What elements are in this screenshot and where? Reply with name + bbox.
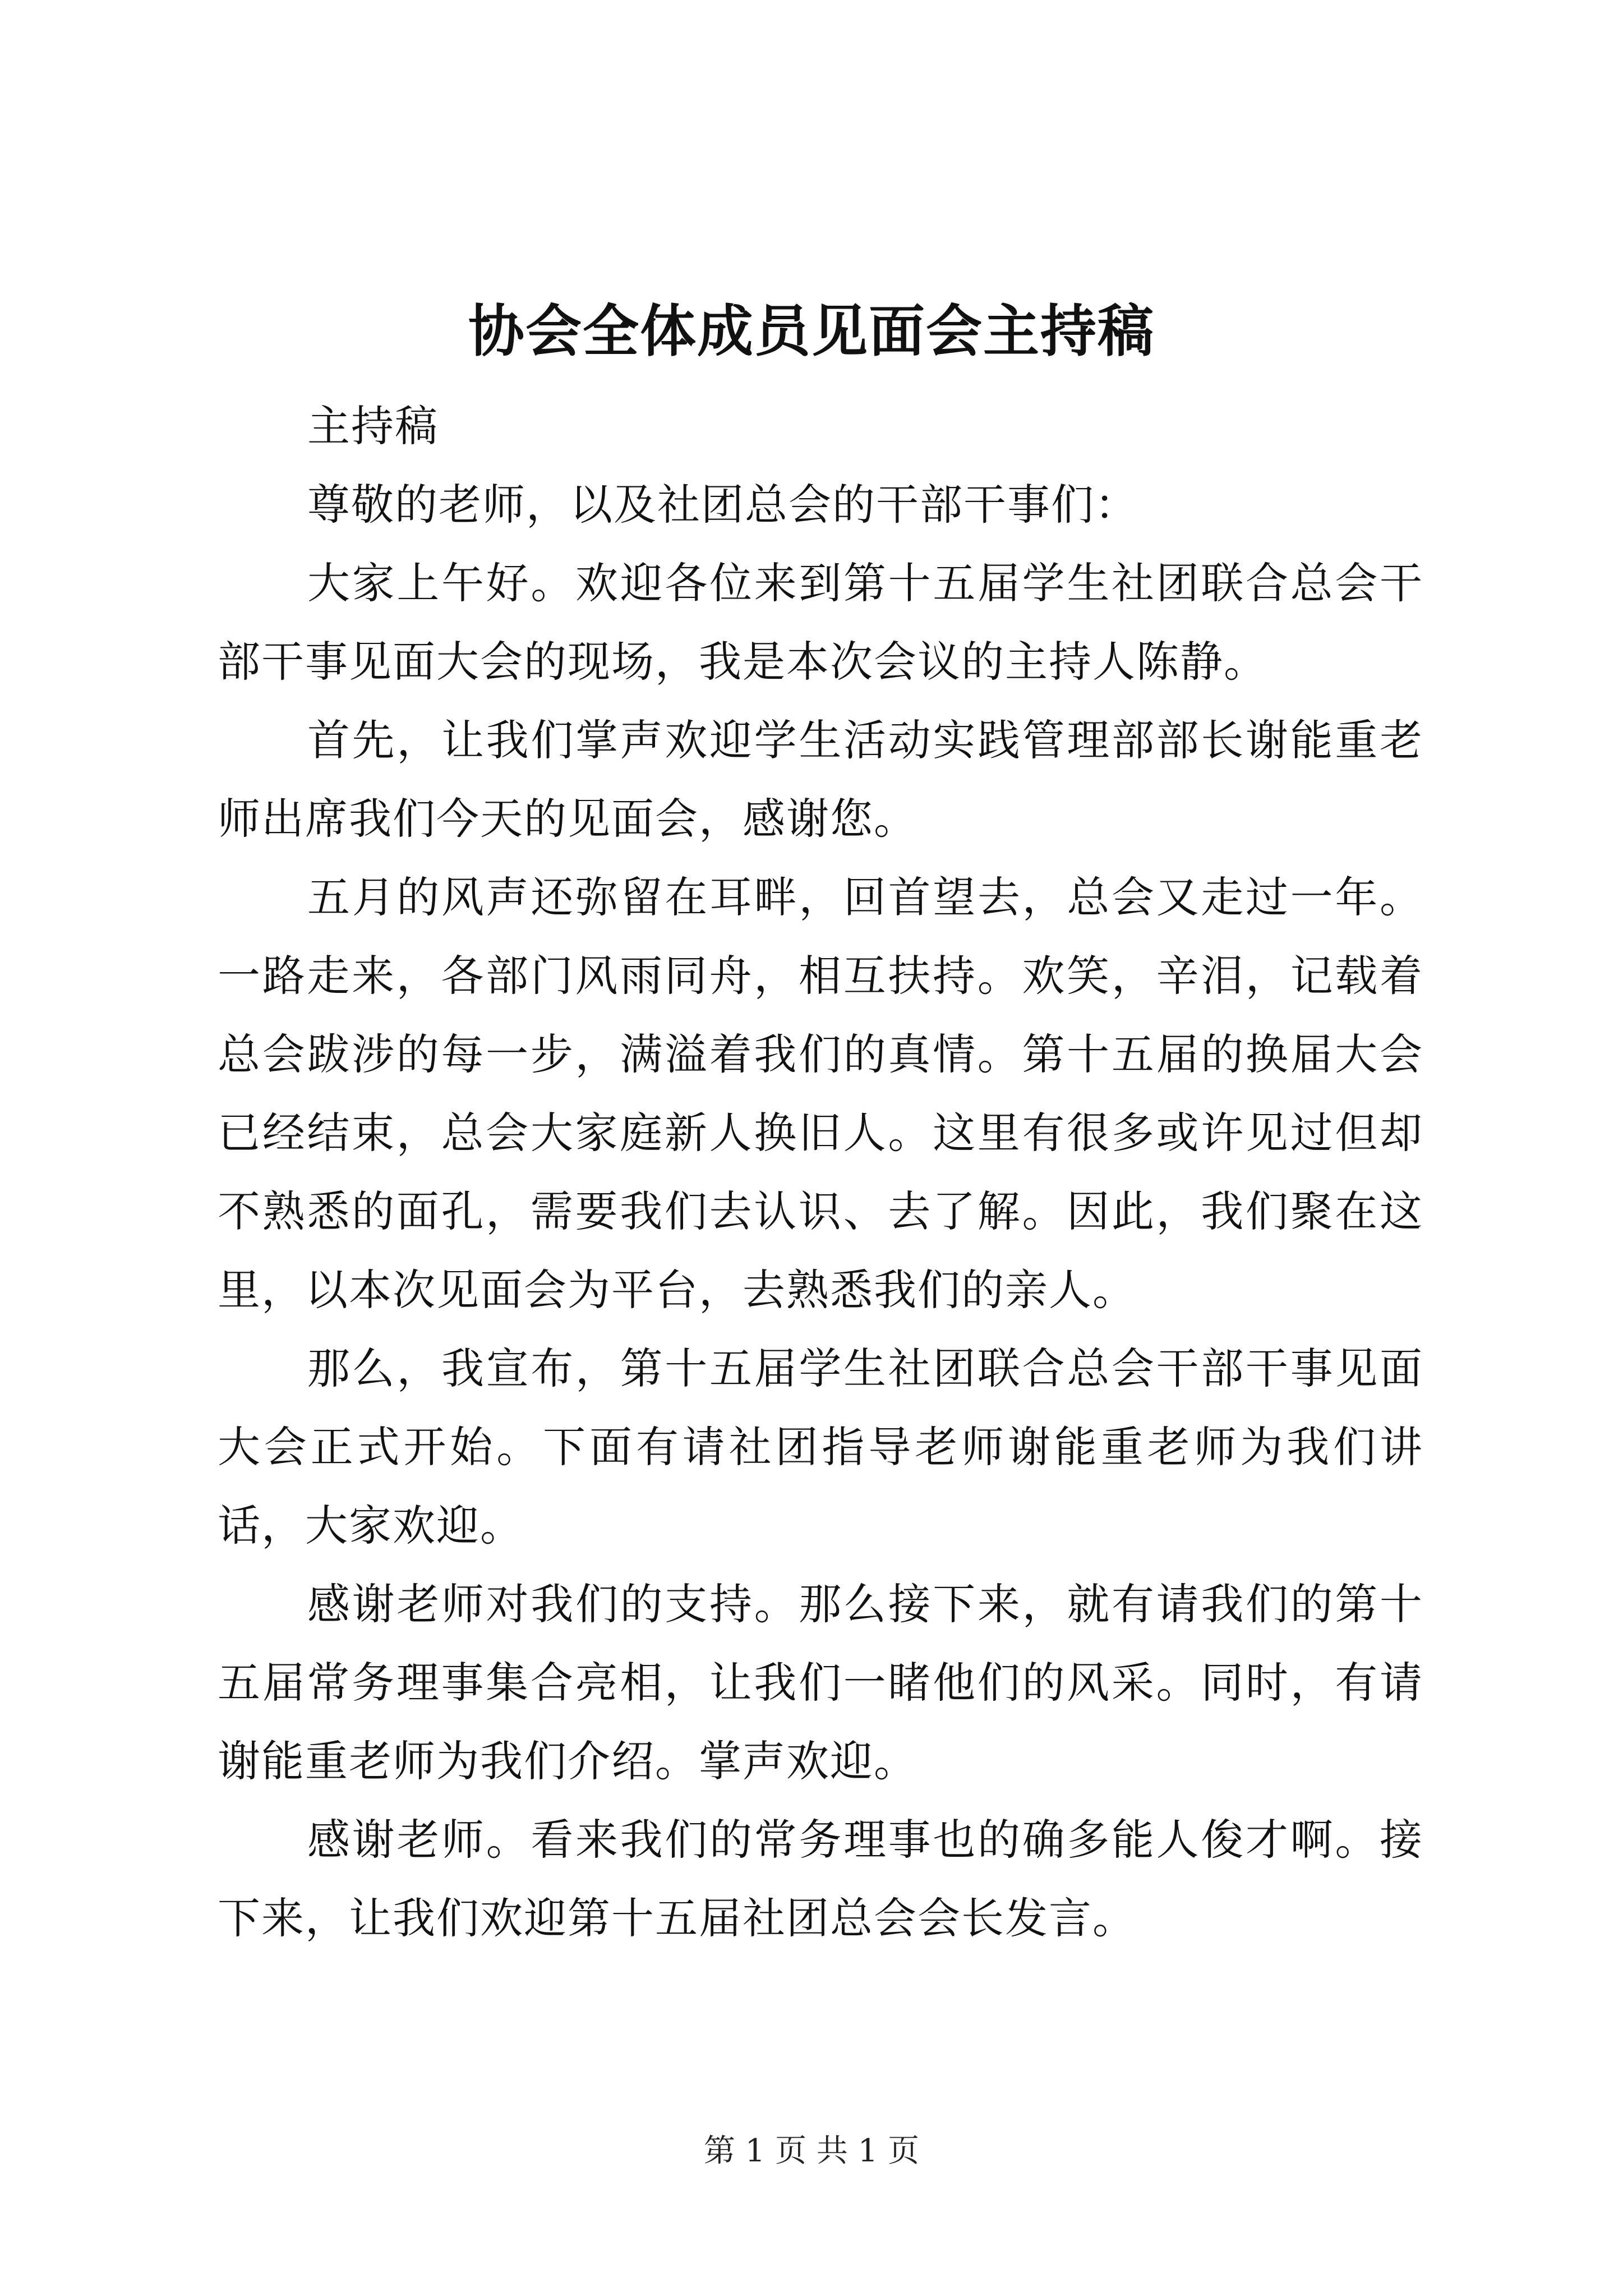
- paragraph-president: 感谢老师。看来我们的常务理事也的确多能人俊才啊。接下来，让我们欢迎第十五届社团总会会长发言。: [218, 1815, 1423, 1943]
- paragraph-guest-welcome: 首先，让我们掌声欢迎学生活动实践管理部部长谢能重老师出席我们今天的见面会，感谢您。: [218, 715, 1423, 844]
- page-footer: 第 1 页 共 1 页: [703, 2133, 920, 2169]
- paragraph-review: 五月的风声还弥留在耳畔，回首望去，总会又走过一年。一路走来，各部门风雨同舟，相互扶持。欢笑，辛泪，记载着总会跋涉的每一步，满溢着我们的真情。第十五届的换届大会已经结束，总会大家庭新人换旧人。这里有很多或许见过但却不熟悉的面孔，需要我们去认识、去了解。因此，我们聚在这里，以本次见面会为平台，去熟悉我们的亲人。: [218, 872, 1423, 1315]
- paragraph-welcome: 大家上午好。欢迎各位来到第十五届学生社团联合总会干部干事见面大会的现场，我是本次会议的主持人陈静。: [218, 558, 1423, 687]
- paragraph-salutation: 尊敬的老师，以及社团总会的干部干事们：: [307, 480, 1138, 530]
- document-title: 协会全体成员见面会主持稿: [468, 298, 1155, 364]
- paragraph-opening: 那么，我宣布，第十五届学生社团联合总会干部干事见面大会正式开始。下面有请社团指导老师谢能重老师为我们讲话，大家欢迎。: [218, 1343, 1423, 1550]
- paragraph-directors: 感谢老师对我们的支持。那么接下来，就有请我们的第十五届常务理事集合亮相，让我们一睹他们的风采。同时，有请谢能重老师为我们介绍。掌声欢迎。: [218, 1579, 1423, 1786]
- document-body: [218, 387, 1423, 1958]
- paragraph-heading: 主持稿: [307, 401, 439, 451]
